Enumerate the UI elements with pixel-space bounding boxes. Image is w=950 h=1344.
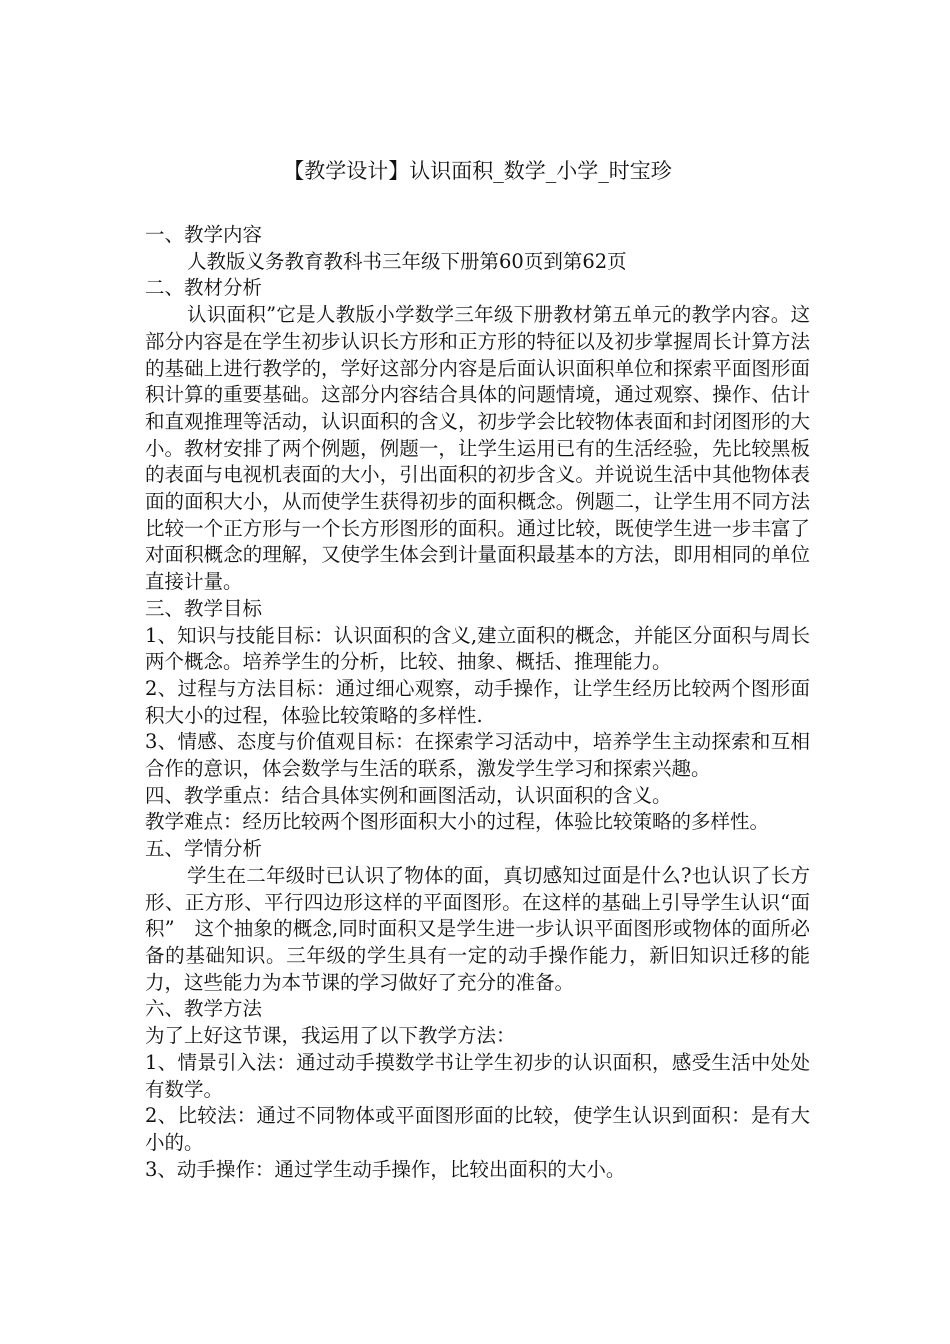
methods-intro: 为了上好这节课，我运用了以下教学方法：	[145, 1024, 516, 1048]
section-text-student-analysis: 学生在二年级时已认识了物体的面，真切感知过面是什么?也认识了长方形、正方形、平行四边形这样的平面图形。在这样的基础上引导学生认识“面积” 这个抽象的概念,同时面积又是学生进一步认识平面图形或物体的面所必备的基础知识。三年级的学生具有一定的动手操作能力，新旧知识迁移的能力，这些能力为本节课的学习做好了充分的准备。	[145, 863, 810, 994]
document-page	[145, 156, 810, 1183]
document-title: 【教学设计】认识面积_数学_小学_时宝珍	[283, 159, 672, 183]
method-comparison: 2、比较法：通过不同物体或平面图形面的比较，使学生认识到面积：是有大小的。	[145, 1104, 810, 1154]
objective-knowledge: 1、知识与技能目标：认识面积的含义,建立面积的概念，并能区分面积与周长两个概念。培养学生的分析，比较、抽象、概括、推理能力。	[145, 623, 810, 674]
method-scenario: 1、情景引入法：通过动手摸数学书让学生初步的认识面积，感受生活中处处有数学。	[145, 1050, 810, 1101]
section-heading-content: 一、教学内容	[145, 223, 263, 246]
objective-process: 2、过程与方法目标：通过细心观察，动手操作，让学生经历比较两个图形面积大小的过程，体验比较策略的多样性.	[145, 676, 810, 727]
section-heading-objectives: 三、教学目标	[145, 596, 263, 620]
section-heading-methods: 六、教学方法	[145, 997, 263, 1021]
objective-emotion: 3、情感、态度与价值观目标：在探索学习活动中，培养学生主动探索和互相合作的意识，体会数学与生活的联系，激发学生学习和探索兴趣。	[145, 730, 810, 781]
section-difficulty: 教学难点：经历比较两个图形面积大小的过程，体验比较策略的多样性。	[145, 810, 770, 834]
section-heading-student-analysis: 五、学情分析	[145, 837, 263, 861]
section-text-material-analysis: 认识面积”它是人教版小学数学三年级下册教材第五单元的教学内容。这部分内容是在学生初步认识长方形和正方形的特征以及初步掌握周长计算方法的基础上进行教学的，学好这部分内容是后面认识面积单位和探索平面图形面积计算的重要基础。这部分内容结合具体的问题情境，通过观察、操作、估计和直观推理等活动，认识面积的含义，初步学会比较物体表面和封闭图形的大小。教材安排了两个例题，例题一，让学生运用已有的生活经验，先比较黑板的表面与电视机表面的大小，引出面积的初步含义。并说说生活中其他物体表面的面积大小，从而使学生获得初步的面积概念。例题二，让学生用不同方法比较一个正方形与一个长方形图形的面积。通过比较，既使学生进一步丰富了对面积概念的理解，又使学生体会到计量面积最基本的方法，即用相同的单位直接计量。	[145, 303, 810, 594]
method-hands-on: 3、动手操作：通过学生动手操作，比较出面积的大小。	[145, 1157, 626, 1181]
section-text-content: 人教版义务教育教科书三年级下册第60页到第62页	[187, 249, 627, 273]
section-key-points: 四、教学重点：结合具体实例和画图活动，认识面积的含义。	[145, 783, 672, 807]
section-heading-material-analysis: 二、教材分析	[145, 276, 263, 300]
